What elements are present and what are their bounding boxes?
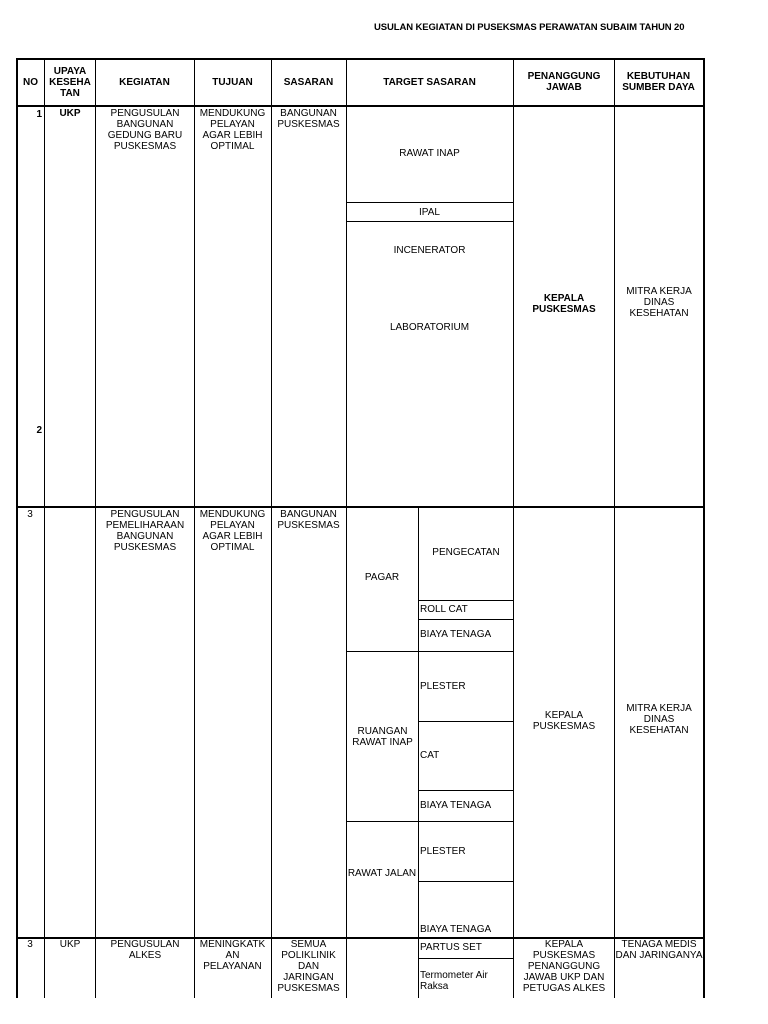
s2-item-cat: CAT — [420, 750, 440, 761]
s3-no: 3 — [27, 939, 33, 950]
s3-target-split — [418, 937, 419, 998]
header-sasaran: SASARAN — [283, 76, 334, 88]
s1-target-line — [346, 221, 513, 222]
s1-tujuan: MENDUKUNG PELAYAN AGAR LEBIH OPTIMAL — [199, 108, 266, 152]
s3-item-line — [418, 958, 513, 959]
s1-kebutuhan: MITRA KERJA DINAS KESEHATAN — [626, 286, 692, 319]
col-border-no — [44, 58, 45, 998]
col-border-target — [513, 58, 514, 998]
s1-kegiatan: PENGUSULAN BANGUNAN GEDUNG BARU PUSKESMAS — [107, 108, 183, 152]
s1-target-line — [346, 202, 513, 203]
s1-sasaran: BANGUNAN PUSKESMAS — [277, 108, 340, 130]
s1-target-laboratorium: LABORATORIUM — [389, 322, 470, 333]
s2-sasaran: BANGUNAN PUSKESMAS — [277, 509, 340, 531]
s2-group-line — [346, 821, 513, 822]
header-bottom-border — [16, 105, 704, 107]
s3-item-termometer: Termometer Air Raksa — [420, 970, 488, 992]
s2-kegiatan: PENGUSULAN PEMELIHARAAN BANGUNAN PUSKESMAS — [105, 509, 185, 553]
s2-item-line — [418, 881, 513, 882]
s3-kegiatan: PENGUSULAN ALKES — [110, 939, 180, 961]
s3-sasaran: SEMUA POLIKLINIK DAN JARINGAN PUSKESMAS — [277, 939, 340, 994]
s2-kebutuhan: MITRA KERJA DINAS KESEHATAN — [626, 703, 692, 736]
header-kebutuhan: KEBUTUHAN SUMBER DAYA — [622, 71, 695, 93]
header-penanggung: PENANGGUNG JAWAB — [527, 71, 601, 93]
header-target: TARGET SASARAN — [383, 76, 476, 88]
s2-item-roll-cat: ROLL CAT — [420, 604, 468, 615]
document-title: USULAN KEGIATAN DI PUSEKSMAS PERAWATAN SUBAIM TAHUN 20 — [374, 22, 685, 33]
s2-no: 3 — [27, 509, 33, 520]
col-border-penanggung — [614, 58, 615, 998]
section1-bottom-border — [16, 506, 704, 508]
col-border-left — [16, 58, 18, 998]
s2-item-biaya-tenaga: BIAYA TENAGA — [420, 800, 492, 811]
s2-item-biaya-tenaga: BIAYA TENAGA — [420, 924, 492, 935]
s3-tujuan: MENINGKATK AN PELAYANAN — [199, 939, 266, 972]
s2-group-rawat-jalan: RAWAT JALAN — [347, 868, 417, 879]
s1-no-2: 2 — [36, 425, 42, 436]
header-tujuan: TUJUAN — [212, 76, 253, 88]
s3-kebutuhan: TENAGA MEDIS DAN JARINGANYA — [615, 939, 703, 961]
s2-group-line — [346, 651, 513, 652]
s2-group-pagar: PAGAR — [364, 572, 400, 583]
s3-upaya: UKP — [59, 939, 81, 950]
header-kegiatan: KEGIATAN — [119, 76, 170, 88]
s2-item-plester: PLESTER — [420, 846, 466, 857]
s1-target-rawat-inap: RAWAT INAP — [399, 148, 460, 159]
s1-target-ipal: IPAL — [419, 207, 440, 218]
s2-penanggung: KEPALA PUSKESMAS — [532, 710, 596, 732]
s2-item-plester: PLESTER — [420, 681, 466, 692]
s2-target-split — [418, 506, 419, 938]
s2-item-line — [418, 619, 513, 620]
s2-item-pengecatan: PENGECATAN — [432, 547, 500, 558]
s3-item-partus-set: PARTUS SET — [420, 942, 482, 953]
col-border-upaya — [95, 58, 96, 998]
s2-item-line — [418, 790, 513, 791]
s1-upaya: UKP — [59, 108, 81, 119]
s2-item-line — [418, 600, 513, 601]
s1-no: 1 — [36, 109, 42, 120]
s2-group-ruangan-rawat-inap: RUANGAN RAWAT INAP — [352, 726, 413, 748]
s2-item-line — [418, 721, 513, 722]
s2-tujuan: MENDUKUNG PELAYAN AGAR LEBIH OPTIMAL — [199, 509, 266, 553]
s3-penanggung: KEPALA PUSKESMAS PENANGGUNG JAWAB UKP DAN PETUGAS ALKES — [522, 939, 606, 994]
header-upaya: UPAYA KESEHA TAN — [49, 65, 91, 99]
s2-item-biaya-tenaga: BIAYA TENAGA — [420, 629, 492, 640]
header-no: NO — [23, 76, 38, 88]
s1-penanggung: KEPALA PUSKESMAS — [532, 293, 596, 315]
col-border-sasaran — [346, 58, 347, 998]
col-border-right — [703, 58, 705, 998]
s1-target-incenerator: INCENERATOR — [393, 245, 466, 256]
